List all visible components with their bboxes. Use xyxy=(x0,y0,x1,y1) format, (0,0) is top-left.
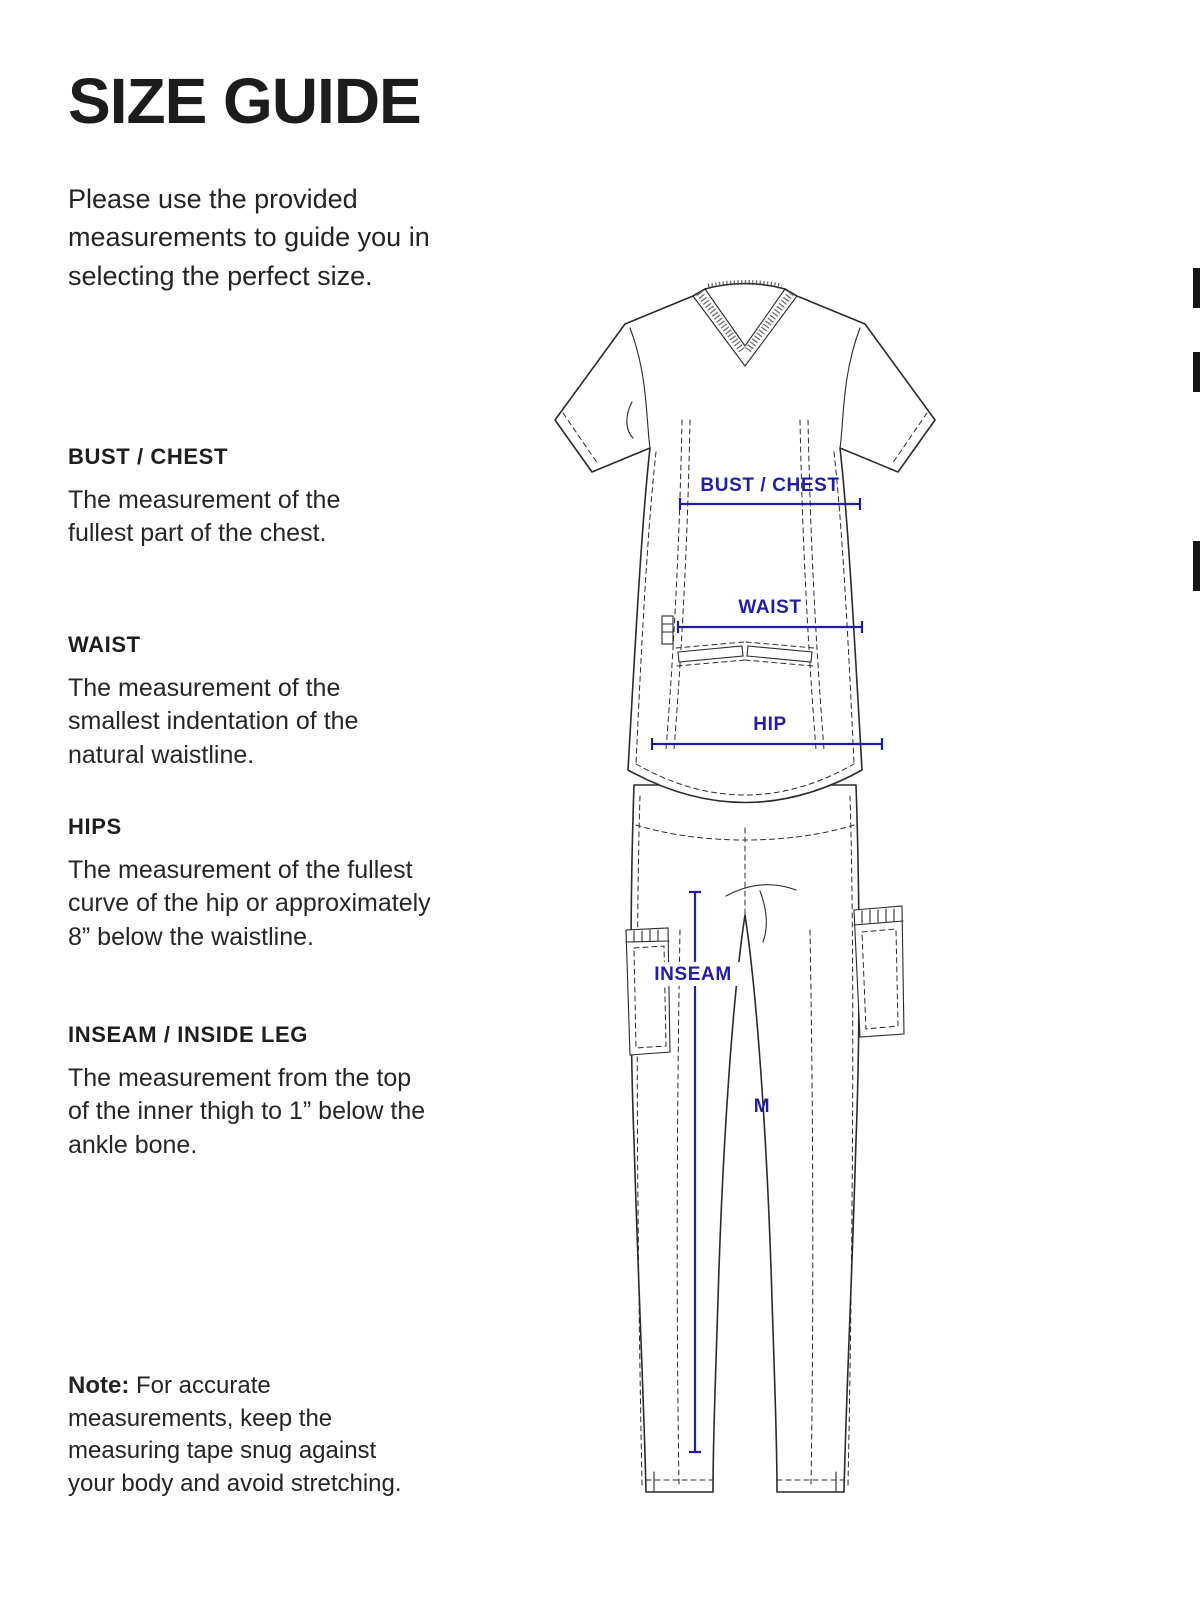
section-body-inseam: The measurement from the top of the inner thigh to 1” below the ankle bone. xyxy=(68,1064,426,1159)
section-body-waist: The measurement of the smallest indentation of the natural waistline. xyxy=(68,674,359,769)
section-bust-chest xyxy=(68,444,363,551)
note-label: Note: xyxy=(68,1372,130,1399)
diagram-label-inseam: INSEAM xyxy=(654,964,732,985)
scrub-pants-illustration xyxy=(626,785,904,1492)
section-inseam xyxy=(68,1022,433,1162)
diagram-label-size: M xyxy=(753,1096,771,1117)
diagram-label-hip: HIP xyxy=(753,714,787,735)
note-text xyxy=(68,1370,418,1501)
section-heading-bust-chest: BUST / CHEST xyxy=(68,444,228,469)
section-heading-waist: WAIST xyxy=(68,632,141,657)
bust-measure xyxy=(680,475,860,510)
intro-text: Please use the provided measurements to guide you in selecting the perfect size. xyxy=(68,184,430,291)
size-diagram xyxy=(530,280,1000,1520)
section-body-hips: The measurement of the fullest curve of the hip or approximately 8” below the waistline. xyxy=(68,856,431,951)
note-body: For accurate measurements, keep the measuring tape snug against your body and avoid stretching. xyxy=(68,1372,402,1497)
scrub-top-illustration xyxy=(555,283,935,803)
edge-artifact xyxy=(1193,352,1200,392)
edge-artifact xyxy=(1193,268,1200,308)
edge-artifact xyxy=(1193,541,1200,591)
section-heading-hips: HIPS xyxy=(68,814,122,839)
section-body-bust-chest: The measurement of the fullest part of the chest. xyxy=(68,486,341,548)
diagram-label-waist: WAIST xyxy=(738,597,802,618)
page-title: SIZE GUIDE xyxy=(68,65,421,137)
diagram-label-bust: BUST / CHEST xyxy=(700,475,840,496)
section-waist xyxy=(68,632,383,772)
section-hips xyxy=(68,814,453,954)
section-heading-inseam: INSEAM / INSIDE LEG xyxy=(68,1022,308,1047)
